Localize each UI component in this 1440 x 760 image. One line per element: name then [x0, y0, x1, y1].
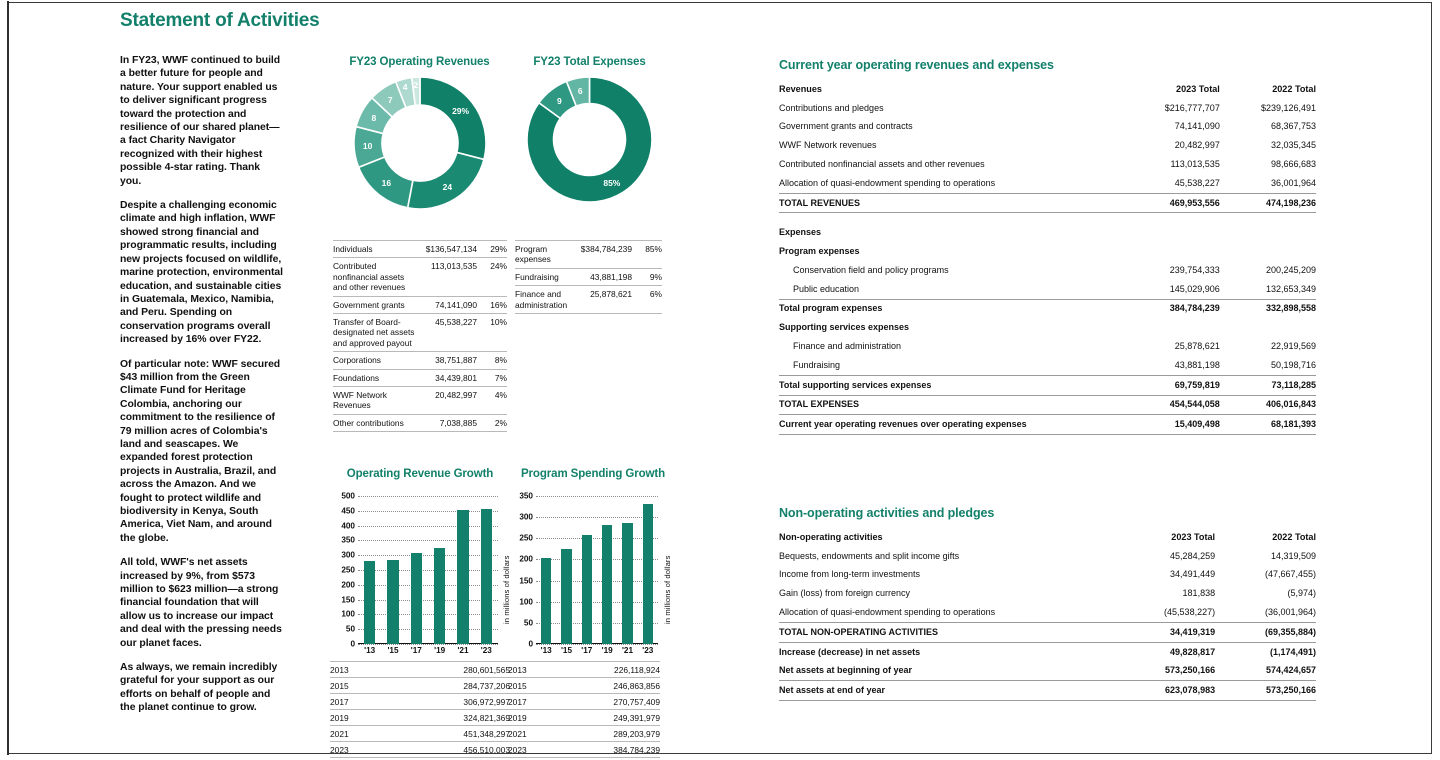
legend-amount: 20,482,997 [426, 387, 483, 415]
gridline [358, 555, 498, 556]
row-value-2023: 49,828,817 [1114, 642, 1215, 661]
x-axis-tick: '21 [457, 646, 469, 655]
table-row [330, 678, 510, 694]
row-label: TOTAL NON-OPERATING ACTIVITIES [779, 622, 1114, 642]
row-value-2023: 454,544,058 [1124, 395, 1220, 415]
amount-cell: 226,118,924 [551, 662, 660, 678]
legend-percent: 85% [638, 241, 662, 269]
legend-percent: 7% [483, 369, 507, 386]
gridline [536, 644, 658, 645]
table-row [779, 375, 1316, 395]
y-axis-tick: 200 [519, 554, 533, 564]
table-row [779, 603, 1316, 622]
table-row [779, 318, 1316, 337]
y-axis-title: in millions of dollars [663, 555, 672, 624]
column-header-2023: 2023 Total [1171, 531, 1216, 542]
gridline [358, 570, 498, 571]
column-header-label: Non-operating activities [779, 531, 883, 542]
legend-label: Corporations [333, 352, 426, 369]
row-label: Conservation field and policy programs [793, 264, 949, 275]
donut-slice-label: 85% [603, 178, 621, 189]
table-row [330, 742, 510, 758]
chart-title: FY23 Operating Revenues [349, 56, 490, 68]
table-header-row [779, 528, 1316, 547]
y-axis-title: in millions of dollars [502, 555, 511, 624]
bar [481, 509, 493, 644]
y-axis-tick: 100 [341, 609, 355, 619]
narrative-column [120, 54, 283, 726]
row-value-2023: 623,078,983 [1114, 681, 1215, 701]
chart-title: FY23 Total Expenses [533, 56, 646, 68]
x-axis-tick: '19 [601, 646, 613, 655]
x-axis-tick: '15 [560, 646, 573, 655]
amount-cell: 270,757,409 [551, 694, 660, 710]
row-value-2023 [1124, 213, 1220, 224]
year-cell: 2023 [508, 742, 551, 758]
legend-label: WWF Network Revenues [333, 387, 426, 415]
gridline [358, 644, 498, 645]
table-row [779, 299, 1316, 318]
legend-label: Foundations [333, 369, 426, 386]
table-header-row [779, 80, 1316, 99]
table-row [779, 547, 1316, 566]
legend-amount: 38,751,887 [426, 352, 483, 369]
table-row [779, 223, 1316, 242]
gridline [536, 559, 658, 560]
amount-cell: 280,601,565 [381, 662, 510, 678]
table-row [508, 726, 660, 742]
table-row [779, 642, 1316, 661]
row-value-2022 [1220, 242, 1316, 261]
year-cell: 2015 [508, 678, 551, 694]
table-row [508, 694, 660, 710]
year-cell: 2019 [508, 710, 551, 726]
narrative-paragraph: In FY23, WWF continued to build a better future for people and nature. Your support enabled us to deliver significant progress toward the protection and resilience of our shared planet—a fact Charity Navigator recognized with their highest possible 4-star rating. Thank you. [120, 55, 281, 187]
y-axis-tick: 50 [523, 618, 533, 628]
row-label: Income from long-term investments [779, 569, 921, 580]
row-value-2022 [1220, 213, 1316, 224]
page-title: Statement of Activities [120, 10, 320, 31]
chart-title: Program Spending Growth [520, 468, 665, 480]
legend-percent: 8% [483, 352, 507, 369]
x-axis-line [536, 643, 658, 644]
amount-cell: 289,203,979 [551, 726, 660, 742]
row-value-2022: 132,653,349 [1265, 283, 1316, 294]
table-row [779, 337, 1316, 356]
x-axis-tick: '23 [642, 646, 654, 655]
donut-slice-label: 2 [413, 80, 419, 91]
chart-program-spending-growth [508, 468, 678, 655]
row-value-2023: 43,881,198 [1174, 359, 1220, 370]
row-label: Net assets at end of year [779, 681, 1114, 701]
x-axis-tick: '13 [364, 646, 376, 655]
row-value-2022 [1220, 318, 1316, 337]
gridline [358, 614, 498, 615]
row-label: Allocation of quasi-endowment spending to operations [779, 177, 996, 188]
y-axis-tick: 300 [519, 512, 533, 522]
legend-label: Other contributions [333, 414, 426, 431]
row-value-2022: 474,198,236 [1220, 193, 1316, 213]
gridline [358, 540, 498, 541]
amount-cell: 384,784,239 [551, 742, 660, 758]
table-row [779, 155, 1316, 174]
row-value-2023: 74,141,090 [1174, 121, 1220, 132]
donut-slice-label: 10 [362, 141, 373, 152]
row-label: Bequests, endowments and split income gifts [779, 550, 960, 561]
legend-label: Fundraising [515, 268, 581, 285]
column-header-label: Revenues [779, 83, 822, 94]
donut-slice [420, 77, 486, 159]
bar-plot-program-spending [519, 491, 658, 655]
y-axis-tick: 0 [350, 639, 355, 649]
gridline [536, 581, 658, 582]
row-label: Current year operating revenues over operating expenses [779, 415, 1124, 435]
row-label: Finance and administration [793, 341, 902, 352]
y-axis-tick: 500 [341, 491, 355, 501]
row-value-2022: 98,666,683 [1270, 159, 1316, 170]
y-axis-tick: 250 [519, 533, 533, 543]
narrative-paragraph: Of particular note: WWF secured $43 million from the Green Climate Fund for Heritage Colombia, anchoring our commitment to the resilience of 79 million acres of Colombia's land and seascapes. We expanded forest protection projects in Australia, Brazil, and across the Amazon. And we fought to protect wildlife and biodiversity in Kenya, South America, Viet Nam, and around the globe. [120, 358, 281, 544]
donut-slice-label: 29% [452, 106, 470, 117]
amount-cell: 284,737,206 [381, 678, 510, 694]
row-label: Total supporting services expenses [779, 375, 1124, 395]
x-axis-tick: '13 [540, 646, 552, 655]
legend-percent: 2% [483, 414, 507, 431]
donut-slice-label: 4 [402, 81, 408, 92]
legend-percent: 16% [483, 296, 507, 313]
y-axis-tick: 100 [519, 597, 533, 607]
row-value-2022: 332,898,558 [1220, 299, 1316, 318]
row-value-2022: 14,319,509 [1270, 550, 1316, 561]
x-axis-tick: '23 [480, 646, 492, 655]
x-axis-tick: '15 [387, 646, 399, 655]
table-row [779, 622, 1316, 642]
row-value-2022: 574,424,657 [1265, 665, 1316, 676]
legend-percent: 4% [483, 387, 507, 415]
legend-row [333, 414, 507, 431]
donut-slice-label: 9 [556, 95, 562, 106]
x-axis-line [358, 643, 498, 644]
donut-slice-label: 7 [387, 94, 393, 105]
table-row [330, 662, 510, 678]
table-operating-revenue-growth [330, 661, 510, 758]
y-axis-tick: 0 [528, 639, 533, 649]
row-value-2023: (45,538,227) [1164, 607, 1216, 618]
legend-row [333, 258, 507, 296]
amount-cell: 451,348,297 [381, 726, 510, 742]
row-value-2022: (36,001,964) [1264, 607, 1316, 618]
gridline [536, 496, 658, 497]
y-axis-tick: 50 [345, 624, 355, 634]
chart-fy23-total-expenses [512, 56, 667, 202]
y-axis-tick: 400 [341, 521, 355, 531]
narrative-paragraph: All told, WWF's net assets increased by 9%, from $573 million to $623 million—a strong financial foundation that will allow us to increase our impact and deal with the pressing needs our planet faces. [120, 557, 282, 649]
chart-title: Operating Revenue Growth [346, 468, 494, 480]
bar [622, 523, 632, 644]
x-axis-tick: '21 [621, 646, 634, 655]
row-value-2023: 45,538,227 [1174, 177, 1220, 188]
legend-amount: $136,547,134 [426, 241, 483, 258]
table-row [779, 242, 1316, 261]
table-row [779, 280, 1316, 299]
year-cell: 2013 [508, 662, 551, 678]
chart-operating-revenue-growth [330, 468, 511, 655]
row-label: Allocation of quasi-endowment spending to operations [779, 607, 996, 618]
chart-fy23-operating-revenues [332, 56, 507, 209]
donut-slice-label: 24 [442, 181, 453, 192]
legend-percent: 29% [483, 241, 507, 258]
gridline [536, 623, 658, 624]
table-row [330, 726, 510, 742]
table-row [779, 415, 1316, 435]
row-label: Government grants and contracts [779, 121, 913, 132]
legend-amount: 74,141,090 [426, 296, 483, 313]
operating-section-heading: Current year operating revenues and expenses [779, 58, 1054, 72]
table-row [330, 694, 510, 710]
row-value-2022: 406,016,843 [1220, 395, 1316, 415]
row-value-2023: 15,409,498 [1124, 415, 1220, 435]
bar [457, 510, 469, 644]
row-value-2022: (69,355,884) [1215, 622, 1316, 642]
y-axis-tick: 150 [519, 576, 533, 586]
row-value-2022: 32,035,345 [1270, 140, 1316, 151]
row-value-2022: (5,974) [1287, 588, 1316, 599]
gridline [536, 538, 658, 539]
table-row [779, 193, 1316, 213]
row-value-2023: 45,284,259 [1170, 550, 1216, 561]
x-axis-tick: '17 [581, 646, 593, 655]
legend-label: Transfer of Board-designated net assets and approved payout [333, 314, 426, 352]
table-row [330, 710, 510, 726]
y-axis-tick: 350 [341, 535, 355, 545]
row-value-2023: 34,491,449 [1170, 569, 1216, 580]
row-label: Net assets at beginning of year [779, 665, 913, 676]
row-label: Program expenses [779, 246, 860, 257]
row-value-2022: 573,250,166 [1215, 681, 1316, 701]
row-label: Expenses [779, 227, 822, 238]
row-value-2023: 469,953,556 [1124, 193, 1220, 213]
table-non-operating [779, 528, 1316, 701]
year-cell: 2021 [508, 726, 551, 742]
row-label: Fundraising [793, 359, 841, 370]
row-value-2023: 181,838 [1182, 588, 1216, 599]
legend-row [333, 387, 507, 415]
year-cell: 2017 [508, 694, 551, 710]
table-row [508, 662, 660, 678]
table-row [779, 584, 1316, 603]
legend-label: Program expenses [515, 241, 581, 269]
row-value-2023: 34,419,319 [1114, 622, 1215, 642]
legend-row [515, 286, 662, 314]
row-value-2022: 22,919,569 [1270, 341, 1316, 352]
row-label: Increase (decrease) in net assets [779, 642, 1114, 661]
gridline [536, 602, 658, 603]
row-label: Contributions and pledges [779, 102, 884, 113]
x-axis-tick: '17 [410, 646, 422, 655]
row-value-2023 [1124, 223, 1220, 242]
year-cell: 2023 [330, 742, 381, 758]
row-value-2022: (47,667,455) [1264, 569, 1316, 580]
y-axis-tick: 300 [341, 550, 355, 560]
donut-operating-revenues [354, 77, 486, 209]
legend-amount: 7,038,885 [426, 414, 483, 431]
amount-cell: 324,821,369 [381, 710, 510, 726]
row-label: Total program expenses [779, 299, 1124, 318]
legend-amount: 43,881,198 [581, 268, 638, 285]
legend-total-expenses [515, 240, 662, 314]
legend-amount: 113,013,535 [426, 258, 483, 296]
row-label: TOTAL EXPENSES [779, 395, 1124, 415]
legend-row [333, 241, 507, 258]
bar [561, 549, 571, 644]
y-axis-tick: 450 [341, 506, 355, 516]
donut-slice-label: 6 [577, 86, 583, 97]
gridline [358, 600, 498, 601]
x-axis-tick: '19 [434, 646, 446, 655]
legend-row [515, 241, 662, 269]
table-row [779, 261, 1316, 280]
bar [541, 558, 551, 644]
row-value-2022: 50,198,716 [1270, 359, 1316, 370]
row-value-2022: (1,174,491) [1215, 642, 1316, 661]
donut-slice-label: 16 [381, 178, 392, 189]
table-row [779, 174, 1316, 193]
table-row [779, 213, 1316, 224]
legend-amount: $384,784,239 [581, 241, 638, 269]
legend-amount: 34,439,801 [426, 369, 483, 386]
table-current-year-operating [779, 80, 1316, 435]
row-value-2023 [1124, 242, 1220, 261]
narrative-paragraph: Despite a challenging economic climate and high inflation, WWF showed strong financial and programmatic results, including new projects focused on wildlife, marine protection, environmental education, and sustainable cities in Guatemala, Mexico, Namibia, and Peru. Spending on conservation programs overall increased by 16% over FY22. [120, 200, 283, 346]
year-cell: 2013 [330, 662, 381, 678]
row-value-2023: 384,784,239 [1124, 299, 1220, 318]
amount-cell: 306,972,997 [381, 694, 510, 710]
row-value-2022: 36,001,964 [1270, 177, 1316, 188]
column-header-2023: 2023 Total [1176, 83, 1220, 94]
legend-amount: 25,878,621 [581, 286, 638, 314]
donut-slice-label: 8 [371, 112, 377, 123]
gridline [358, 526, 498, 527]
row-value-2022 [1220, 223, 1316, 242]
amount-cell: 246,863,856 [551, 678, 660, 694]
table-row [508, 678, 660, 694]
row-value-2023: 573,250,166 [1165, 665, 1216, 676]
table-row [779, 395, 1316, 415]
legend-operating-revenues [333, 240, 507, 432]
row-value-2023: 239,754,333 [1169, 264, 1220, 275]
table-row [779, 118, 1316, 137]
year-cell: 2019 [330, 710, 381, 726]
table-row [779, 681, 1316, 701]
legend-percent: 9% [638, 268, 662, 285]
legend-label: Finance and administration [515, 286, 581, 314]
gridline [358, 629, 498, 630]
bar [387, 560, 399, 644]
donut-slice [407, 152, 483, 209]
bar [602, 525, 612, 644]
legend-row [515, 268, 662, 285]
row-label: Supporting services expenses [779, 322, 910, 333]
bar [582, 535, 592, 644]
y-axis-tick: 250 [341, 565, 355, 575]
legend-percent: 24% [483, 258, 507, 296]
table-row [779, 99, 1316, 118]
row-label: Gain (loss) from foreign currency [779, 588, 911, 599]
row-value-2022: $239,126,491 [1260, 102, 1316, 113]
row-value-2023: 20,482,997 [1174, 140, 1220, 151]
table-row [508, 710, 660, 726]
legend-row [333, 369, 507, 386]
gridline [358, 511, 498, 512]
row-value-2023: 145,029,906 [1169, 283, 1220, 294]
row-label: TOTAL REVENUES [779, 193, 1124, 213]
y-axis-tick: 350 [519, 491, 533, 501]
gridline [536, 517, 658, 518]
row-value-2023: 25,878,621 [1174, 341, 1220, 352]
year-cell: 2021 [330, 726, 381, 742]
amount-cell: 249,391,979 [551, 710, 660, 726]
column-header-2022: 2022 Total [1272, 531, 1316, 542]
nonoperating-section-heading: Non-operating activities and pledges [779, 506, 995, 520]
row-value-2023: 113,013,535 [1170, 159, 1220, 170]
row-label: WWF Network revenues [779, 140, 877, 151]
row-value-2022: 200,245,209 [1265, 264, 1316, 275]
bar [434, 548, 446, 644]
gridline [358, 496, 498, 497]
bar [411, 553, 423, 644]
table-row [779, 136, 1316, 155]
legend-row [333, 352, 507, 369]
table-row [508, 742, 660, 758]
row-value-2022: 68,181,393 [1220, 415, 1316, 435]
bar-plot-operating-revenue [341, 491, 498, 655]
legend-amount: 45,538,227 [426, 314, 483, 352]
legend-percent: 6% [638, 286, 662, 314]
row-value-2023: $216,777,707 [1164, 102, 1220, 113]
table-row [779, 661, 1316, 680]
y-axis-tick: 200 [341, 580, 355, 590]
table-row [779, 566, 1316, 585]
legend-row [333, 314, 507, 352]
legend-label: Government grants [333, 296, 426, 313]
table-program-spending-growth [508, 661, 660, 758]
legend-label: Individuals [333, 241, 426, 258]
row-value-2022: 73,118,285 [1220, 375, 1316, 395]
donut-total-expenses [527, 77, 652, 202]
narrative-paragraph: As always, we remain incredibly grateful for your support as our efforts on behalf of people and the planet continue to grow. [120, 662, 278, 714]
year-cell: 2017 [330, 694, 381, 710]
row-label: Contributed nonfinancial assets and other revenues [779, 159, 985, 170]
row-label [779, 213, 1124, 224]
table-row [779, 356, 1316, 375]
row-value-2023 [1124, 318, 1220, 337]
amount-cell: 456,510,003 [381, 742, 510, 758]
row-label: Public education [793, 283, 860, 294]
column-header-2022: 2022 Total [1272, 83, 1316, 94]
bar [364, 561, 376, 644]
legend-label: Contributed nonfinancial assets and other revenues [333, 258, 426, 296]
row-value-2022: 68,367,753 [1270, 121, 1316, 132]
bar [643, 504, 653, 644]
legend-row [333, 296, 507, 313]
row-value-2023: 69,759,819 [1124, 375, 1220, 395]
legend-percent: 10% [483, 314, 507, 352]
y-axis-tick: 150 [341, 595, 355, 605]
gridline [358, 585, 498, 586]
year-cell: 2015 [330, 678, 381, 694]
